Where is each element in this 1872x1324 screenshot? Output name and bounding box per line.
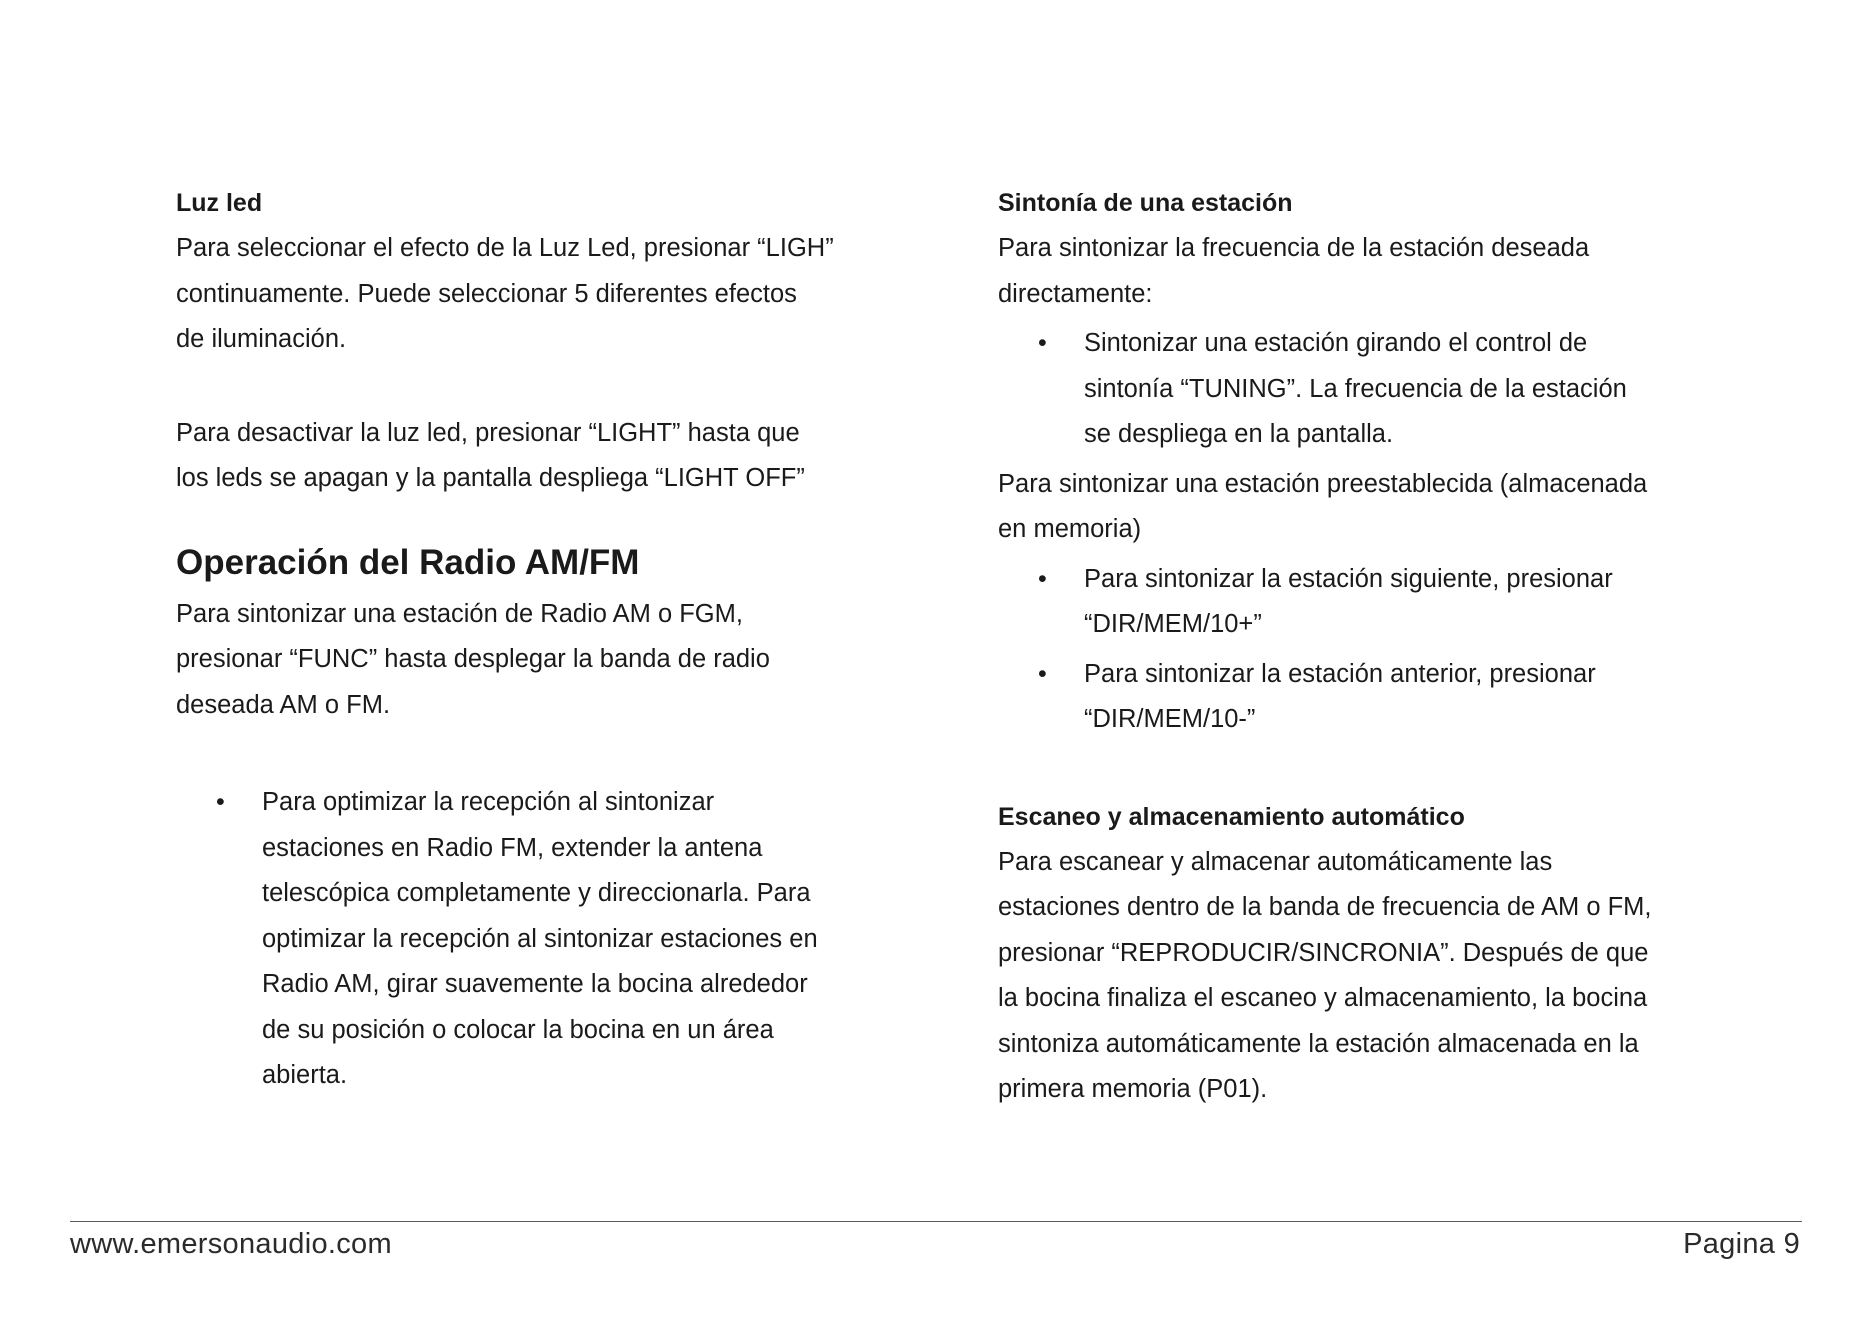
sintonia-bullet-list-2 <box>998 557 1778 743</box>
bullet-icon: • <box>1038 564 1047 593</box>
list-item: • Sintonizar una estación girando el control de sintonía “TUNING”. La frecuencia de la estación se despliega en la pantalla. <box>998 321 1778 458</box>
section-title-escaneo: Escaneo y almacenamiento automático <box>998 802 1465 831</box>
section-title-luz-led: Luz led <box>176 189 263 217</box>
list-item: • Para sintonizar la estación siguiente, presionar “DIR/MEM/10+” <box>998 557 1778 648</box>
escaneo-paragraph: Para escanear y almacenar automáticamente las estaciones dentro de la banda de frecuencia de AM o FM, presionar “REPRODUCIR/SINCRONIA”. Después de que la bocina finaliza el escaneo y almacenamiento, la bocina sintoniza automáticamente la estación almacenada en la primera memoria (P01). <box>998 847 1652 1103</box>
sintonia-paragraph-1: Para sintonizar la frecuencia de la estación deseada directamente: <box>998 234 1590 308</box>
section-title-sintonia: Sintonía de una estación <box>998 189 1293 217</box>
sintonia-paragraph-2: Para sintonizar una estación preestablecida (almacenada en memoria) <box>998 469 1648 543</box>
section-heading-radio: Operación del Radio AM/FM <box>176 542 640 582</box>
bullet-icon: • <box>1038 329 1047 357</box>
radio-bullet-list <box>176 780 956 1099</box>
right-column <box>998 181 1778 1113</box>
bullet-icon: • <box>216 788 225 816</box>
luz-paragraph-2: Para desactivar la luz led, presionar “LIGHT” hasta que los leds se apagan y la pantalla despliega “LIGHT OFF” <box>176 418 805 492</box>
footer-divider <box>70 1221 1802 1222</box>
left-column <box>176 181 956 1099</box>
bullet-icon: • <box>1038 659 1047 688</box>
footer-website: www.emersonaudio.com <box>70 1228 392 1260</box>
sintonia-bullet-list-1 <box>998 321 1778 458</box>
footer-page-number: Pagina 9 <box>1683 1228 1800 1260</box>
list-item: • Para optimizar la recepción al sintonizar estaciones en Radio FM, extender la antena telescópica completamente y direccionarla. Para optimizar la recepción al sintonizar estaciones en Radio AM, girar suavemente la bocina alrededor de su posición o colocar la bocina en un área abierta. <box>176 780 956 1099</box>
radio-paragraph: Para sintonizar una estación de Radio AM o FGM, presionar “FUNC” hasta desplegar la banda de radio deseada AM o FM. <box>176 599 770 719</box>
list-item: • Para sintonizar la estación anterior, presionar “DIR/MEM/10-” <box>998 652 1778 743</box>
luz-paragraph-1: Para seleccionar el efecto de la Luz Led, presionar “LIGH” continuamente. Puede seleccionar 5 diferentes efectos de iluminación. <box>176 234 834 353</box>
